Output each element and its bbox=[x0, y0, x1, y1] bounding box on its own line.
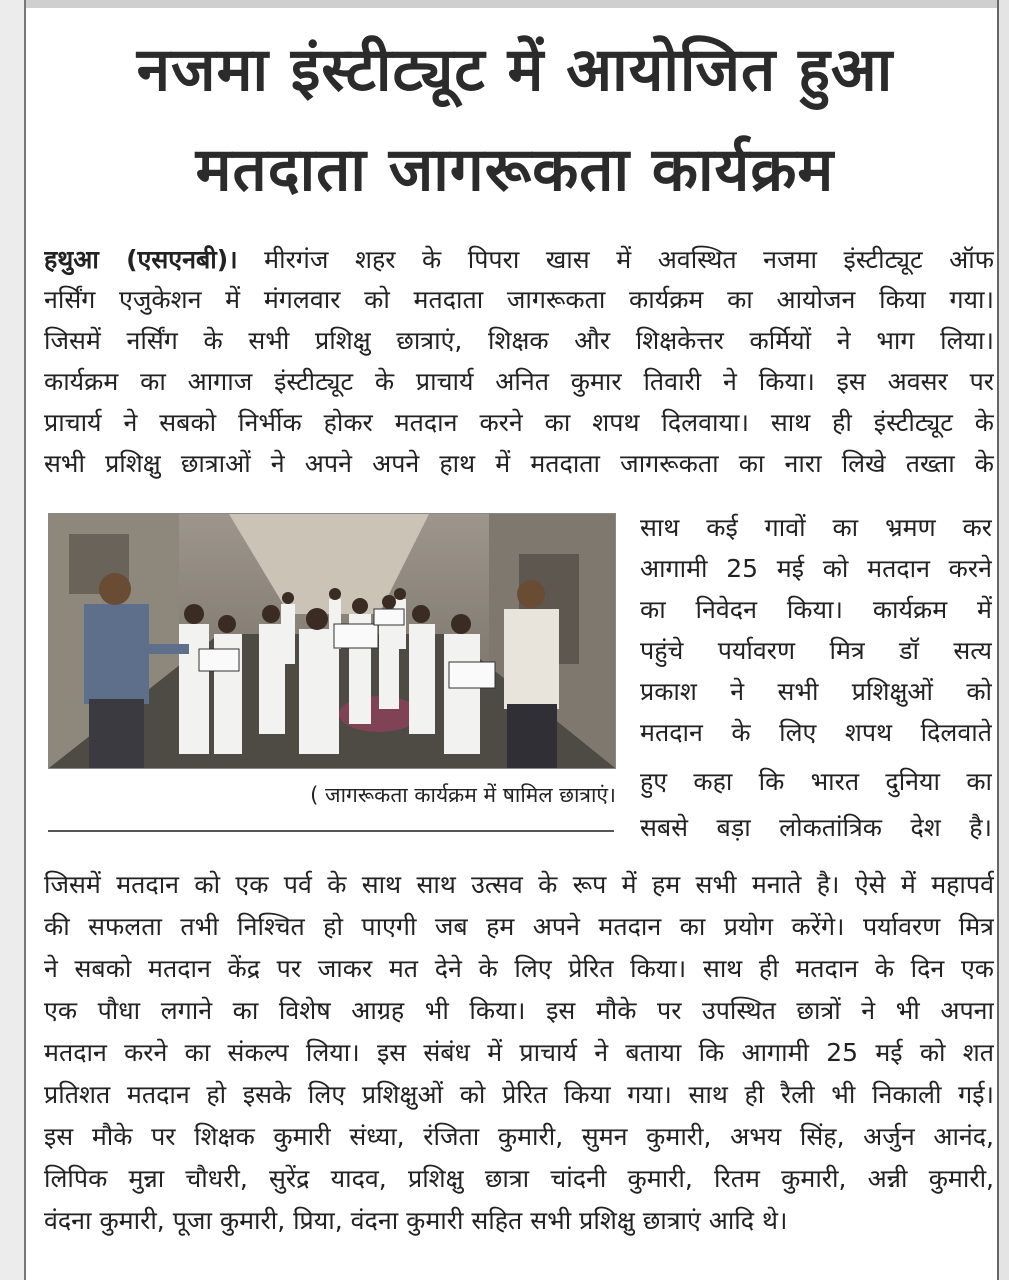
column-line: का निवेदन किया। कार्यक्रम में bbox=[640, 595, 992, 624]
headline-line-2: मतदाता जागरूकता कार्यक्रम bbox=[195, 135, 835, 205]
article-line: सभी प्रशिक्षु छात्राओं ने अपने अपने हाथ में मतदाता जागरूकता का नारा लिखे तख्ता के bbox=[44, 449, 994, 478]
scan-left-margin bbox=[0, 0, 26, 1280]
article-line bbox=[44, 240, 994, 280]
article-line: लिपिक मुन्ना चौधरी, सुरेंद्र यादव, प्रशिक्षु छात्रा चांदनी कुमारी, रितम कुमारी, अन्नी कुमारी, bbox=[44, 1164, 994, 1193]
column-line: आगामी 25 मई को मतदान करने bbox=[640, 554, 992, 583]
dateline: हथुआ (एसएनबी)। bbox=[44, 245, 238, 274]
scan-right-margin bbox=[997, 0, 1009, 1280]
column-line: सबसे बड़ा लोकतांत्रिक देश है। bbox=[640, 813, 992, 842]
article-line: ने सबको मतदान केंद्र पर जाकर मत देने के लिए प्रेरित किया। साथ ही मतदान के दिन एक bbox=[44, 954, 994, 983]
caption-rule bbox=[48, 830, 614, 832]
article-line-text: मीरगंज शहर के पिपरा खास में अवस्थित नजमा इंस्टीट्यूट ऑफ bbox=[264, 245, 994, 274]
column-line: हुए कहा कि भारत दुनिया का bbox=[640, 767, 992, 796]
article-line: प्रतिशत मतदान हो इसके लिए प्रशिक्षुओं को प्रेरित किया गया। साथ ही रैली भी निकाली गई। bbox=[44, 1080, 994, 1109]
news-photo bbox=[48, 513, 616, 769]
article-line: जिसमें नर्सिंग के सभी प्रशिक्षु छात्राएं, शिक्षक और शिक्षकेत्तर कर्मियों ने भाग लिया। bbox=[44, 326, 994, 355]
article-line: मतदान करने का संकल्प लिया। इस संबंध में प्राचार्य ने बताया कि आगामी 25 मई को शत bbox=[44, 1038, 994, 1067]
article-line: कार्यक्रम का आगाज इंस्टीट्यूट के प्राचार्य अनित कुमार तिवारी ने किया। इस अवसर पर bbox=[44, 367, 994, 396]
news-photo-illustration bbox=[49, 514, 615, 768]
column-line: पहुंचे पर्यावरण मित्र डॉ सत्य bbox=[640, 636, 992, 665]
headline-line-1: नजमा इंस्टीट्यूट में आयोजित हुआ bbox=[136, 35, 894, 105]
article-line: प्राचार्य ने सबको निर्भीक होकर मतदान करने का शपथ दिलवाया। साथ ही इंस्टीट्यूट के bbox=[44, 408, 994, 437]
article-line: एक पौधा लगाने का विशेष आग्रह भी किया। इस मौके पर उपस्थित छात्रों ने भी अपना bbox=[44, 996, 994, 1025]
scan-top-edge bbox=[0, 0, 1009, 8]
article-line: जिसमें मतदान को एक पर्व के साथ साथ उत्सव के रूप में हम सभी मनाते है। ऐसे में महापर्व bbox=[44, 870, 994, 899]
photo-caption: ( जागरूकता कार्यक्रम में षामिल छात्राएं। bbox=[310, 783, 616, 807]
column-line: मतदान के लिए शपथ दिलवाते bbox=[640, 718, 992, 747]
article-line-last: वंदना कुमारी, पूजा कुमारी, प्रिया, वंदना कुमारी सहित सभी प्रशिक्षु छात्राएं आदि थे। bbox=[44, 1206, 788, 1235]
article-line: की सफलता तभी निश्चित हो पाएगी जब हम अपने मतदान का प्रयोग करेंगे। पर्यावरण मित्र bbox=[44, 912, 994, 941]
article-line: नर्सिंग एजुकेशन में मंगलवार को मतदाता जागरूकता कार्यक्रम का आयोजन किया गया। bbox=[44, 285, 994, 314]
column-line: प्रकाश ने सभी प्रशिक्षुओं को bbox=[640, 677, 992, 706]
column-line: साथ कई गावों का भ्रमण कर bbox=[640, 513, 992, 542]
article-line: इस मौके पर शिक्षक कुमारी संध्या, रंजिता कुमारी, सुमन कुमारी, अभय सिंह, अर्जुन आनंद, bbox=[44, 1122, 994, 1151]
